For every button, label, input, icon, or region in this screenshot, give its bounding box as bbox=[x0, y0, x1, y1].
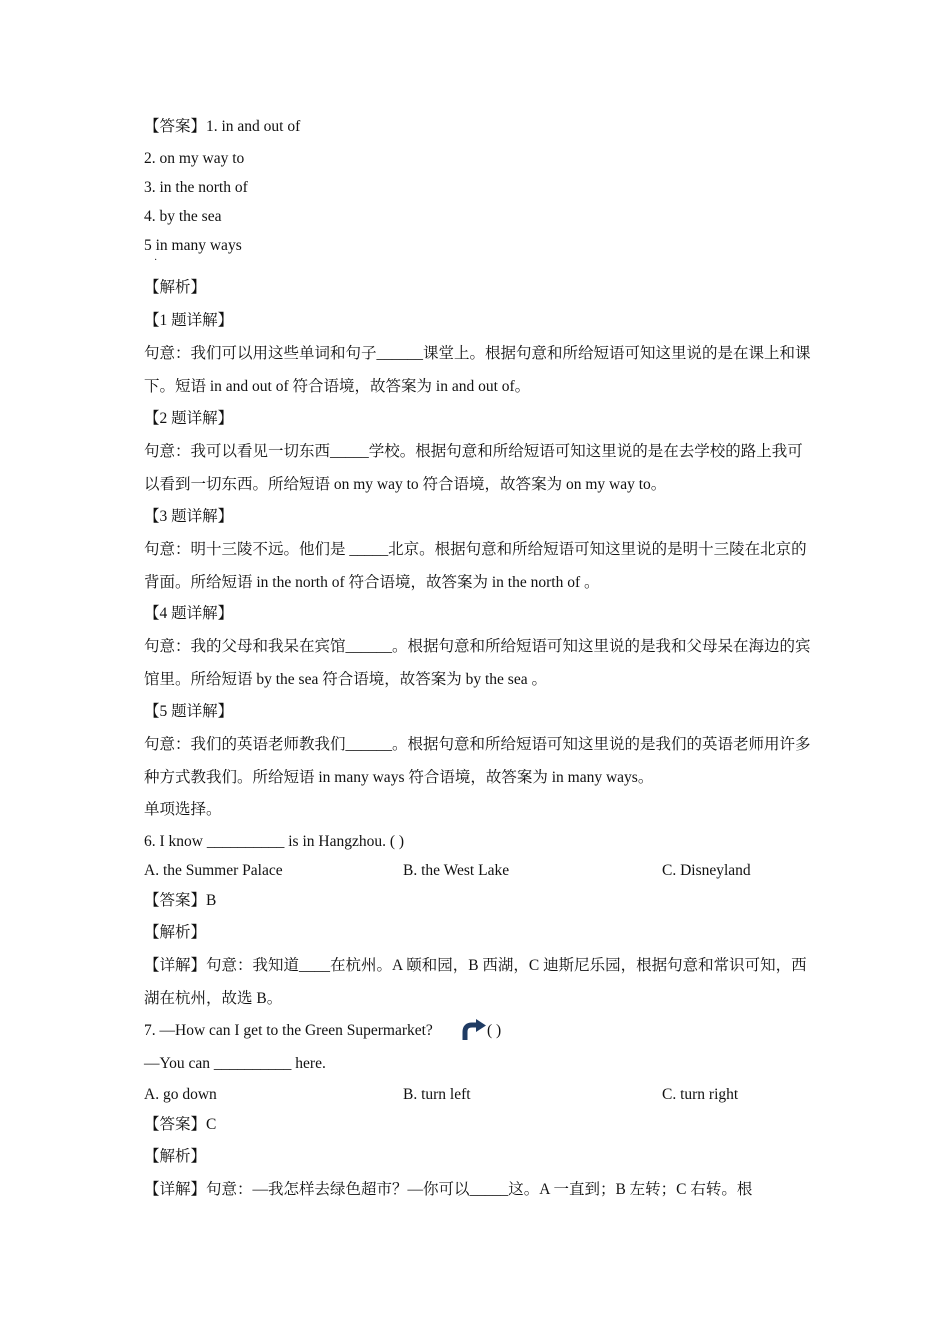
q6-option-a: A. the Summer Palace bbox=[144, 862, 283, 879]
answer-line-1: 【答案】1. in and out of bbox=[144, 118, 301, 135]
stray-dot: · bbox=[154, 255, 158, 266]
q7-line2: —You can __________ here. bbox=[144, 1055, 326, 1072]
detail-2-title: 【2 题详解】 bbox=[144, 410, 234, 427]
answer-line-3: 3. in the north of bbox=[144, 179, 248, 196]
answer-line-2: 2. on my way to bbox=[144, 150, 245, 167]
q6-detail: 【详解】句意：我知道____在杭州。A 颐和园，B 西湖，C 迪斯尼乐园，根据句意和常识可知，西湖在杭州，故选 B。 bbox=[144, 957, 807, 1007]
q7-answer: 【答案】C bbox=[144, 1116, 217, 1133]
detail-1-text: 句意：我们可以用这些单词和句子______课堂上。根据句意和所给短语可知这里说的是在课上和课下。短语 in and out of 符合语境，故答案为 in and out of。 bbox=[144, 345, 811, 395]
q7-detail: 【详解】句意：—我怎样去绿色超市？—你可以_____这。A 一直到；B 左转；C 右转。根 bbox=[144, 1181, 753, 1198]
analysis-heading: 【解析】 bbox=[144, 279, 207, 296]
q7-option-a: A. go down bbox=[144, 1086, 217, 1103]
q7-analysis-label: 【解析】 bbox=[144, 1148, 207, 1165]
detail-4-title: 【4 题详解】 bbox=[144, 605, 234, 622]
detail-5-title: 【5 题详解】 bbox=[144, 703, 234, 720]
q7-option-c: C. turn right bbox=[662, 1086, 739, 1103]
q6-answer: 【答案】B bbox=[144, 892, 217, 909]
q6-question: 6. I know __________ is in Hangzhou. ( ) bbox=[144, 833, 405, 850]
turn-right-arrow-icon bbox=[461, 1019, 487, 1041]
detail-3-text: 句意：明十三陵不远。他们是 _____北京。根据句意和所给短语可知这里说的是明十三陵在北京的背面。所给短语 in the north of 符合语境，故答案为 in the north of 。 bbox=[144, 541, 807, 591]
section-title: 单项选择。 bbox=[144, 801, 222, 818]
detail-5-text: 句意：我们的英语老师教我们______。根据句意和所给短语可知这里说的是我们的英语老师用许多种方式教我们。所给短语 in many ways 符合语境，故答案为 in many ways。 bbox=[144, 736, 811, 786]
q7-bracket: ( ) bbox=[487, 1022, 502, 1039]
q6-analysis-label: 【解析】 bbox=[144, 924, 207, 941]
detail-4-text: 句意：我的父母和我呆在宾馆______。根据句意和所给短语可知这里说的是我和父母呆在海边的宾馆里。所给短语 by the sea 符合语境，故答案为 by the sea 。 bbox=[144, 638, 811, 688]
q6-option-b: B. the West Lake bbox=[403, 862, 510, 879]
answer-line-4: 4. by the sea bbox=[144, 208, 222, 225]
detail-1-title: 【1 题详解】 bbox=[144, 312, 234, 329]
q7-option-b: B. turn left bbox=[403, 1086, 471, 1103]
detail-3-title: 【3 题详解】 bbox=[144, 508, 234, 525]
q6-option-c: C. Disneyland bbox=[662, 862, 751, 879]
detail-2-text: 句意：我可以看见一切东西_____学校。根据句意和所给短语可知这里说的是在去学校的路上我可以看到一切东西。所给短语 on my way to 符合语境，故答案为 on my way to。 bbox=[144, 443, 803, 493]
answer-line-5: 5 in many ways bbox=[144, 237, 242, 254]
q7-question: 7. —How can I get to the Green Supermarket? bbox=[144, 1022, 433, 1039]
